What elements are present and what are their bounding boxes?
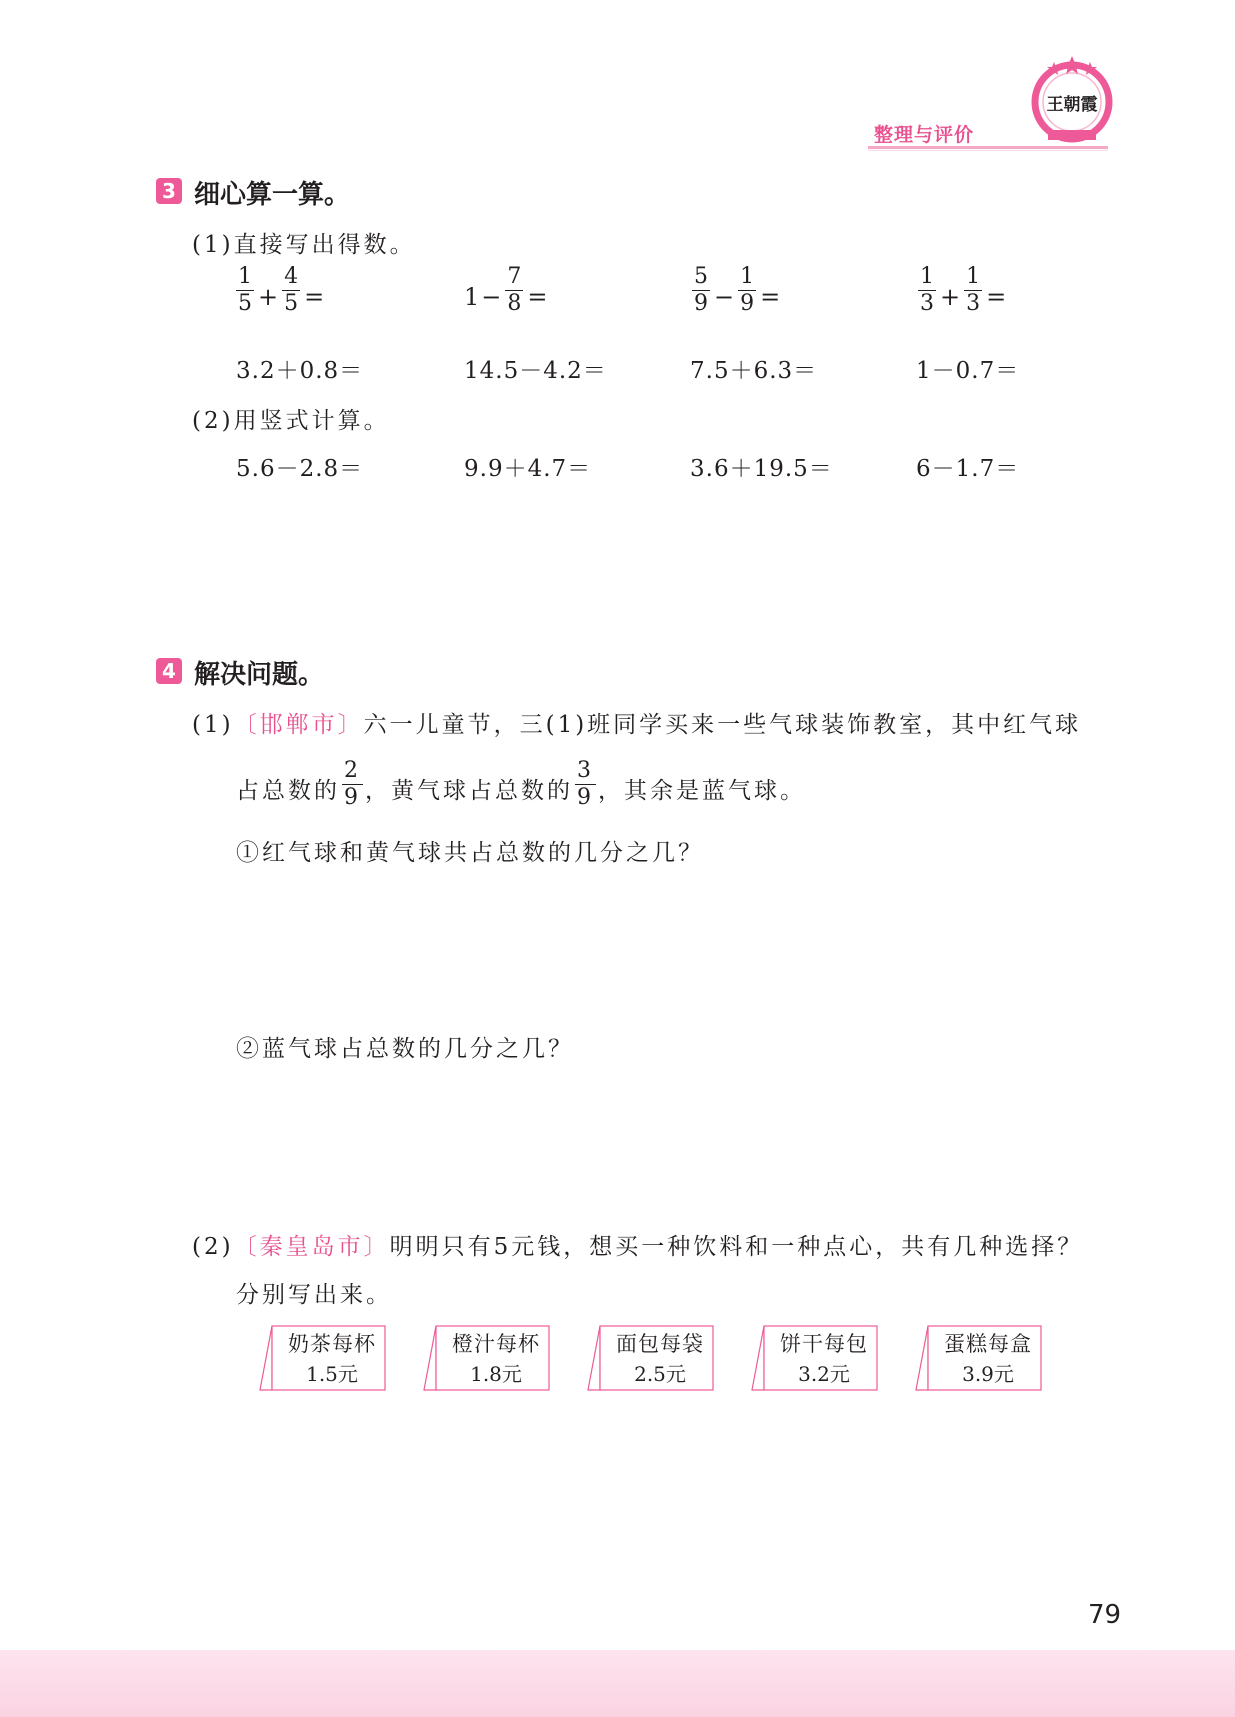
price-card-biscuit: 饼干每包 3.2元 xyxy=(750,1324,878,1390)
region-tag: 〔邯郸市〕 xyxy=(233,712,364,738)
vertical-calc-3: 3.6＋19.5＝ xyxy=(690,456,833,482)
question-2-line-2: 分别写出来。 xyxy=(236,1282,392,1308)
decimal-expr-3: 7.5＋6.3＝ xyxy=(690,358,818,384)
logo-text: 王朝霞 xyxy=(1046,95,1098,115)
question-2-line-1: (2)〔秦皇岛市〕明明只有5元钱，想买一种饮料和一种点心，共有几种选择？ xyxy=(192,1234,1084,1260)
decimal-expr-4: 1－0.7＝ xyxy=(916,358,1020,384)
fraction: $\frac{7}{8}$ xyxy=(507,264,522,316)
fraction: $\frac{1}{9}$ xyxy=(740,264,755,316)
decimal-expr-2: 14.5－4.2＝ xyxy=(464,358,607,384)
header-divider xyxy=(868,146,1108,149)
question-1-sub-2: ②蓝气球占总数的几分之几？ xyxy=(236,1036,574,1062)
fraction-expr-3: $\frac{5}{9}$ − $\frac{1}{9}$ = xyxy=(694,264,781,316)
fraction: $\frac{4}{5}$ xyxy=(284,264,299,316)
fraction: $\frac{1}{3}$ xyxy=(920,264,934,316)
fraction-expr-2: 1 − $\frac{7}{8}$ = xyxy=(464,264,548,316)
vertical-calc-1: 5.6－2.8＝ xyxy=(236,456,364,482)
section-3-title: 细心算一算。 xyxy=(194,180,351,210)
fraction: $\frac{5}{9}$ xyxy=(694,264,708,316)
brand-logo xyxy=(1030,56,1114,146)
price-card-cake: 蛋糕每盒 3.9元 xyxy=(914,1324,1042,1390)
price-card-bread: 面包每袋 2.5元 xyxy=(586,1324,714,1390)
question-1-line-1: (1)〔邯郸市〕六一儿童节，三(1)班同学买来一些气球装饰教室，其中红气球 xyxy=(192,712,1082,738)
decimal-expr-1: 3.2＋0.8＝ xyxy=(236,358,364,384)
price-card-milk-tea: 奶茶每杯 1.5元 xyxy=(258,1324,386,1390)
region-tag: 〔秦皇岛市〕 xyxy=(233,1234,390,1260)
section-4-title: 解决问题。 xyxy=(194,660,325,690)
fraction-expr-4: $\frac{1}{3}$ + $\frac{1}{3}$ = xyxy=(920,264,1007,316)
fraction: $\frac{3}{9}$ xyxy=(577,758,594,810)
section-4-badge: 4 xyxy=(156,658,182,684)
price-card-orange-juice: 橙汁每杯 1.8元 xyxy=(422,1324,550,1390)
vertical-calc-2: 9.9＋4.7＝ xyxy=(464,456,592,482)
fraction: $\frac{1}{3}$ xyxy=(966,264,981,316)
header-title: 整理与评价 xyxy=(874,124,975,146)
section-3-badge: 3 xyxy=(156,178,182,204)
header-divider-thin xyxy=(868,150,1108,151)
fraction-expr-1: $\frac{1}{5}$ + $\frac{4}{5}$ = xyxy=(238,264,325,316)
fraction: $\frac{1}{5}$ xyxy=(238,264,252,316)
question-1-sub-1: ①红气球和黄气球共占总数的几分之几？ xyxy=(236,840,704,866)
page-number: 79 xyxy=(1088,1600,1122,1630)
fraction: $\frac{2}{9}$ xyxy=(344,758,361,810)
section-3-part-1-label: (1)直接写出得数。 xyxy=(192,232,416,258)
question-1-line-2: 占总数的 $\frac{2}{9}$ ，黄气球占总数的 $\frac{3}{9}$ ，其余是蓝气球。 xyxy=(236,758,806,810)
footer-band xyxy=(0,1650,1235,1717)
section-3-part-2-label: (2)用竖式计算。 xyxy=(192,408,390,434)
vertical-calc-4: 6－1.7＝ xyxy=(916,456,1020,482)
